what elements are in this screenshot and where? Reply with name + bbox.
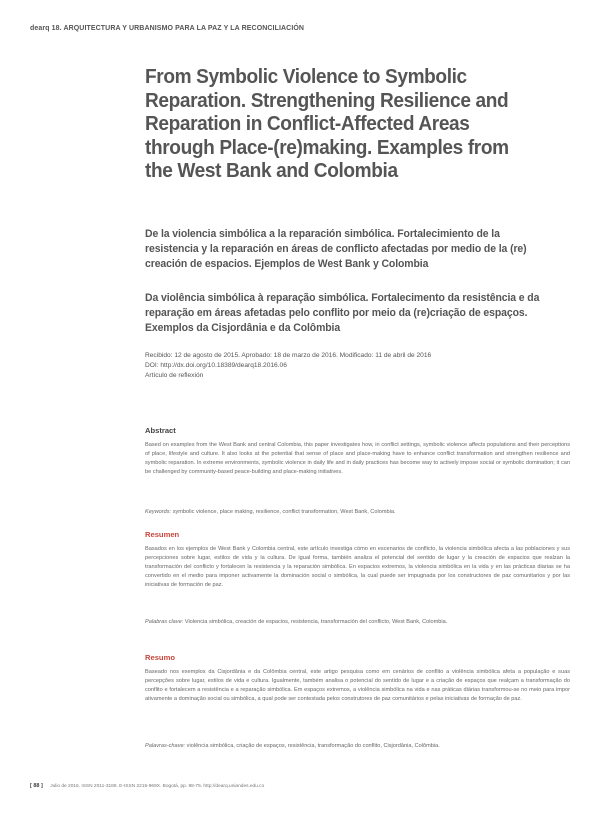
palavras-chave-label: Palavras-chave: — [145, 743, 186, 749]
resumo-heading: Resumo — [145, 653, 175, 662]
keywords-values: symbolic violence, place making, resilience, conflict transformation, West Bank, Colombia. — [172, 509, 396, 515]
footer-citation: Julio de 2016. ISSN 2011-3188. E-ISSN 2215-969X. Bogotá, pp. 88-75. http://dearq.uniandes.edu.co — [50, 784, 265, 789]
section-name: ARQUITECTURA Y URBANISMO PARA LA PAZ Y LA RECONCILIACIÓN — [63, 25, 305, 32]
resumo-text: Baseado nos exemplos da Cisjordânia e da Colômbia central, este artigo pesquisa como em cenários de conflito a violência simbólica afeta a população e suas percepções sobre lugar, estilos de vida e cultura. Igualmente, também analisa o potencial do sentido de lugar e a criação de espaços que realçam a transformação do conflito e fortalecem a resistência e a reparação simbólica. Em espaços extremos, a violência simbólica na vida e nas práticas diárias transformou-se no meio para impor ativamente a dominação social ou simbólica, a qual pode ser contestada pelos construtores de paz comunitários e pelas iniciativas de formação de paz. — [145, 669, 570, 702]
page-number: [ 88 ] — [30, 783, 43, 789]
page-footer — [30, 783, 264, 789]
abstract-section — [145, 426, 570, 477]
article-metadata — [145, 351, 575, 381]
doi-link[interactable]: DOI: http://dx.doi.org/10.18389/dearq18.2016.06 — [145, 362, 287, 369]
subtitle-portuguese: Da violência simbólica à reparação simbólica. Fortalecimento da resistência e da reparação em áreas afetadas pelo conflito por meio da (re)criação de espaços. Exemplos da Cisjordânia e da Colômbia — [145, 292, 540, 334]
journal-name: dearq 18. — [30, 25, 62, 32]
resumen-text: Basados en los ejemplos de West Bank y Colombia central, este artículo investiga cómo en escenarios de conflicto, la violencia simbólica afecta a las poblaciones y sus percepciones sobre lugar, estilos de vida y la cultura. De igual forma, también analiza el potencial del sentido de lugar y la creación de espacios que realzan la transformación del conflicto y fortalecen la resistencia y la reparación simbólica. En espacios extremos, la violencia simbólica en la vida y en las prácticas diarias se ha convertido en el medio para imponer activamente la dominación social o simbólica, la cual puede ser impugnada por los constructores de paz comunitarios y por las iniciativas de formación de paz. — [145, 546, 570, 588]
paper-title: From Symbolic Violence to Symbolic Reparation. Strengthening Resilience and Reparation in Conflict-Affected Areas through Place-(re)making. Examples from the West Bank and Colombia — [145, 65, 509, 182]
article-type: Artículo de reflexión — [145, 372, 204, 379]
keywords-es — [145, 618, 570, 627]
abstract-heading: Abstract — [145, 426, 176, 435]
palabras-clave-values: Violencia simbólica, creación de espacios, resistencia, transformación del conflicto, West Bank, Colombia. — [184, 619, 448, 625]
palavras-chave-values: violência simbólica, criação de espaços, resistência, transformação do conflito, Cisjordânia, Colômbia. — [186, 743, 440, 749]
keywords-pt — [145, 742, 570, 751]
resumo-section — [145, 653, 570, 704]
palabras-clave-label: Palabras clave: — [145, 619, 184, 625]
submission-dates: Recibido: 12 de agosto de 2015. Aprobado: 18 de marzo de 2016. Modificado: 11 de abril de 2016 — [145, 352, 432, 359]
abstract-text: Based on examples from the West Bank and central Colombia, this paper investigates how, in conflict settings, symbolic violence affects populations and their perceptions of place, lifestyle and culture. It also looks at the potential that sense of place and place-making have to enhance conflict transformation and strengthen resilience and symbolic reparation. In extreme environments, symbolic violence in daily life and in daily practices has become way to actively impose social or symbolic domination; it can be challenged by community-based peace-building and place-making initiatives. — [145, 442, 570, 475]
resumen-section — [145, 530, 570, 590]
subtitle-spanish: De la violencia simbólica a la reparación simbólica. Fortalecimiento de la resistencia y la reparación en áreas de conflicto afectadas por medio de la (re) creación de espacios. Ejemplos de West Bank y Colombia — [145, 228, 527, 270]
resumen-heading: Resumen — [145, 530, 180, 539]
keywords-en — [145, 508, 570, 517]
running-header — [30, 25, 304, 32]
keywords-label: Keywords: — [145, 509, 172, 515]
